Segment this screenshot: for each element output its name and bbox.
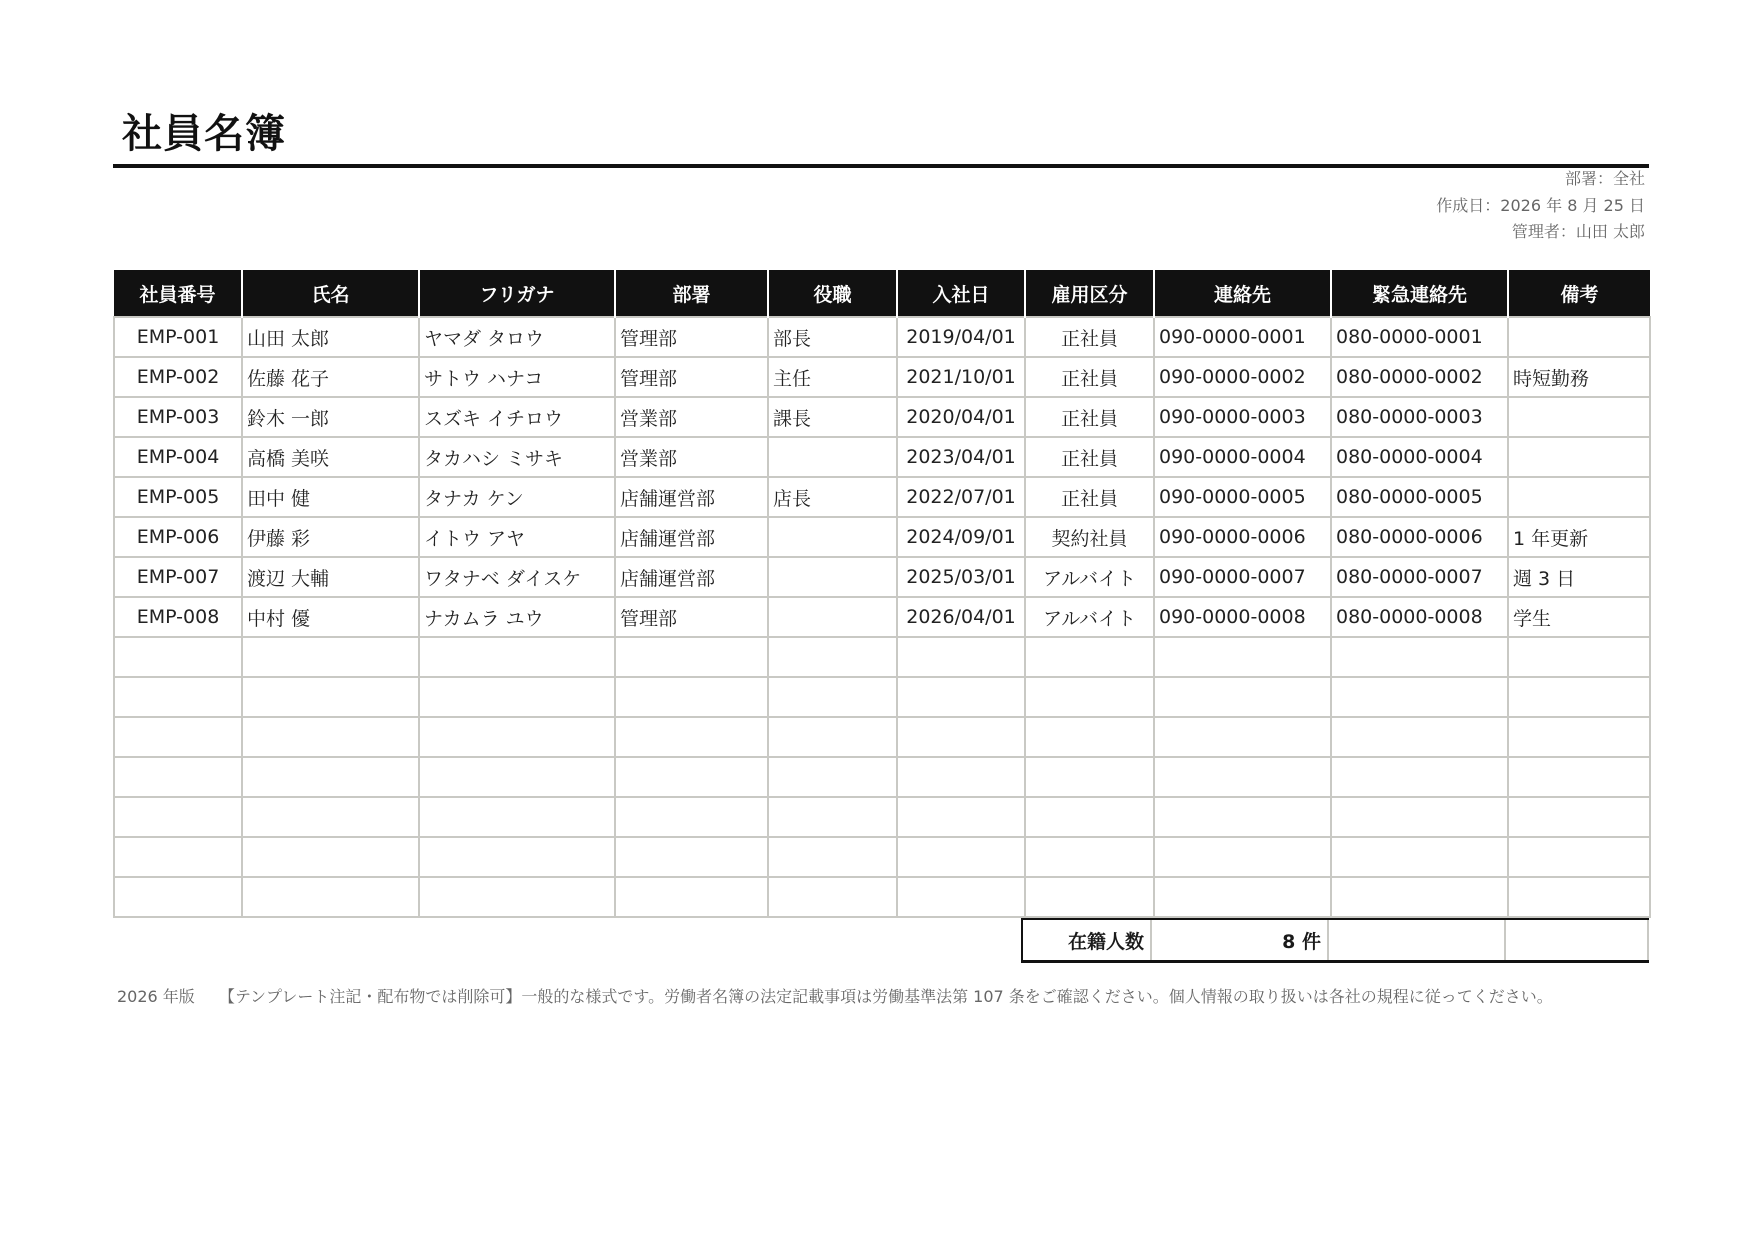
cell-employment-type: 正社員	[1025, 477, 1154, 517]
cell-join-date: 2026/04/01	[897, 597, 1025, 637]
cell-furigana: スズキ イチロウ	[419, 397, 615, 437]
cell-notes	[1508, 397, 1650, 437]
cell-employment-type	[1025, 757, 1154, 797]
cell-join-date	[897, 717, 1025, 757]
cell-department	[615, 757, 768, 797]
table-row	[114, 837, 1650, 877]
cell-furigana: ヤマダ タロウ	[419, 317, 615, 357]
cell-notes	[1508, 717, 1650, 757]
cell-contact: 090-0000-0001	[1154, 317, 1331, 357]
cell-employee-id: EMP-005	[114, 477, 242, 517]
cell-join-date: 2022/07/01	[897, 477, 1025, 517]
cell-notes	[1508, 797, 1650, 837]
cell-emergency-contact: 080-0000-0002	[1331, 357, 1508, 397]
cell-name	[242, 717, 419, 757]
cell-employment-type	[1025, 717, 1154, 757]
cell-position: 部長	[768, 317, 897, 357]
cell-position	[768, 717, 897, 757]
cell-emergency-contact	[1331, 757, 1508, 797]
summary-blank-cell	[1504, 920, 1649, 960]
cell-employee-id: EMP-002	[114, 357, 242, 397]
cell-name: 田中 健	[242, 477, 419, 517]
table-row	[114, 437, 1650, 477]
cell-position	[768, 837, 897, 877]
cell-furigana: サトウ ハナコ	[419, 357, 615, 397]
cell-employment-type	[1025, 637, 1154, 677]
cell-position	[768, 797, 897, 837]
cell-name: 高橋 美咲	[242, 437, 419, 477]
cell-name	[242, 757, 419, 797]
table-row	[114, 637, 1650, 677]
cell-employee-id: EMP-001	[114, 317, 242, 357]
header-position: 役職	[768, 270, 897, 317]
employee-table	[113, 270, 1651, 918]
cell-emergency-contact: 080-0000-0001	[1331, 317, 1508, 357]
table-row	[114, 317, 1650, 357]
table-row	[114, 877, 1650, 917]
cell-furigana	[419, 797, 615, 837]
cell-contact	[1154, 837, 1331, 877]
headcount-summary	[1021, 918, 1649, 963]
cell-contact	[1154, 877, 1331, 917]
cell-emergency-contact: 080-0000-0008	[1331, 597, 1508, 637]
table-row	[114, 477, 1650, 517]
headcount-value: 8 件	[1150, 920, 1327, 960]
cell-department: 営業部	[615, 437, 768, 477]
table-row	[114, 757, 1650, 797]
cell-employment-type: 正社員	[1025, 397, 1154, 437]
cell-position	[768, 677, 897, 717]
cell-contact: 090-0000-0004	[1154, 437, 1331, 477]
cell-employment-type: アルバイト	[1025, 597, 1154, 637]
cell-employment-type: 正社員	[1025, 357, 1154, 397]
cell-emergency-contact: 080-0000-0003	[1331, 397, 1508, 437]
cell-employee-id: EMP-007	[114, 557, 242, 597]
cell-position: 課長	[768, 397, 897, 437]
table-row	[114, 677, 1650, 717]
cell-furigana	[419, 757, 615, 797]
cell-name	[242, 877, 419, 917]
cell-emergency-contact: 080-0000-0007	[1331, 557, 1508, 597]
cell-emergency-contact: 080-0000-0005	[1331, 477, 1508, 517]
cell-position	[768, 637, 897, 677]
cell-notes	[1508, 317, 1650, 357]
headcount-label: 在籍人数	[1021, 920, 1150, 960]
cell-department	[615, 837, 768, 877]
footnote-edition: 2026 年版	[117, 987, 195, 1006]
cell-furigana	[419, 717, 615, 757]
cell-contact	[1154, 757, 1331, 797]
cell-position	[768, 757, 897, 797]
cell-employee-id: EMP-004	[114, 437, 242, 477]
cell-notes	[1508, 437, 1650, 477]
cell-furigana: イトウ アヤ	[419, 517, 615, 557]
cell-notes	[1508, 877, 1650, 917]
table-row	[114, 797, 1650, 837]
cell-department	[615, 797, 768, 837]
cell-department	[615, 677, 768, 717]
cell-name: 鈴木 一郎	[242, 397, 419, 437]
cell-contact	[1154, 797, 1331, 837]
cell-emergency-contact	[1331, 717, 1508, 757]
cell-employee-id	[114, 717, 242, 757]
title-underline	[113, 164, 1649, 168]
header-employment-type: 雇用区分	[1025, 270, 1154, 317]
cell-employment-type: 正社員	[1025, 437, 1154, 477]
cell-position: 店長	[768, 477, 897, 517]
cell-department: 店舗運営部	[615, 517, 768, 557]
cell-employment-type: アルバイト	[1025, 557, 1154, 597]
cell-name: 伊藤 彩	[242, 517, 419, 557]
table-row	[114, 517, 1650, 557]
cell-furigana: タカハシ ミサキ	[419, 437, 615, 477]
cell-furigana	[419, 877, 615, 917]
cell-join-date	[897, 757, 1025, 797]
header-notes: 備考	[1508, 270, 1650, 317]
cell-join-date: 2023/04/01	[897, 437, 1025, 477]
cell-join-date: 2020/04/01	[897, 397, 1025, 437]
table-row	[114, 597, 1650, 637]
meta-created-date: 作成日：2026 年 8 月 25 日	[1436, 195, 1645, 215]
cell-notes	[1508, 477, 1650, 517]
meta-department: 部署：全社	[1564, 169, 1645, 188]
cell-join-date	[897, 877, 1025, 917]
cell-employee-id	[114, 877, 242, 917]
cell-notes	[1508, 757, 1650, 797]
cell-emergency-contact: 080-0000-0006	[1331, 517, 1508, 557]
cell-emergency-contact	[1331, 637, 1508, 677]
cell-furigana	[419, 837, 615, 877]
cell-contact	[1154, 717, 1331, 757]
cell-employee-id: EMP-006	[114, 517, 242, 557]
document-meta	[1436, 166, 1645, 246]
cell-employee-id: EMP-003	[114, 397, 242, 437]
cell-join-date	[897, 677, 1025, 717]
table-header-row	[114, 270, 1650, 317]
header-join-date: 入社日	[897, 270, 1025, 317]
cell-contact: 090-0000-0008	[1154, 597, 1331, 637]
table-row	[114, 357, 1650, 397]
cell-employment-type: 正社員	[1025, 317, 1154, 357]
cell-position	[768, 437, 897, 477]
cell-furigana: タナカ ケン	[419, 477, 615, 517]
cell-notes: 1 年更新	[1508, 517, 1650, 557]
cell-notes	[1508, 637, 1650, 677]
cell-join-date	[897, 637, 1025, 677]
footnote-text: 【テンプレート注記・配布物では削除可】一般的な様式です。労働者名簿の法定記載事項は労働基準法第 107 条をご確認ください。個人情報の取り扱いは各社の規程に従ってください。	[218, 987, 1553, 1006]
cell-furigana	[419, 677, 615, 717]
cell-name: 渡辺 大輔	[242, 557, 419, 597]
cell-name	[242, 837, 419, 877]
cell-join-date: 2024/09/01	[897, 517, 1025, 557]
cell-employment-type	[1025, 797, 1154, 837]
cell-department: 店舗運営部	[615, 557, 768, 597]
cell-department: 管理部	[615, 597, 768, 637]
cell-name	[242, 797, 419, 837]
cell-emergency-contact	[1331, 677, 1508, 717]
cell-department: 管理部	[615, 357, 768, 397]
header-name: 氏名	[242, 270, 419, 317]
cell-join-date: 2021/10/01	[897, 357, 1025, 397]
header-contact: 連絡先	[1154, 270, 1331, 317]
template-footnote	[117, 984, 1553, 1007]
cell-position	[768, 597, 897, 637]
cell-join-date: 2025/03/01	[897, 557, 1025, 597]
header-furigana: フリガナ	[419, 270, 615, 317]
cell-employee-id: EMP-008	[114, 597, 242, 637]
table-body	[114, 317, 1650, 917]
cell-notes	[1508, 837, 1650, 877]
header-department: 部署	[615, 270, 768, 317]
cell-emergency-contact	[1331, 837, 1508, 877]
cell-furigana	[419, 637, 615, 677]
cell-join-date	[897, 837, 1025, 877]
cell-contact: 090-0000-0003	[1154, 397, 1331, 437]
cell-employment-type	[1025, 877, 1154, 917]
table-row	[114, 717, 1650, 757]
cell-department	[615, 637, 768, 677]
cell-department	[615, 717, 768, 757]
cell-contact: 090-0000-0002	[1154, 357, 1331, 397]
cell-furigana: ナカムラ ユウ	[419, 597, 615, 637]
cell-department: 営業部	[615, 397, 768, 437]
cell-name: 中村 優	[242, 597, 419, 637]
cell-position	[768, 557, 897, 597]
cell-employee-id	[114, 677, 242, 717]
cell-contact	[1154, 637, 1331, 677]
cell-contact	[1154, 677, 1331, 717]
cell-name: 佐藤 花子	[242, 357, 419, 397]
cell-name	[242, 637, 419, 677]
cell-position	[768, 877, 897, 917]
cell-notes	[1508, 677, 1650, 717]
cell-department: 店舗運営部	[615, 477, 768, 517]
table-row	[114, 397, 1650, 437]
cell-employment-type	[1025, 837, 1154, 877]
cell-department	[615, 877, 768, 917]
summary-blank-cell	[1327, 920, 1504, 960]
cell-position: 主任	[768, 357, 897, 397]
meta-manager: 管理者：山田 太郎	[1511, 222, 1645, 241]
cell-furigana: ワタナベ ダイスケ	[419, 557, 615, 597]
cell-notes: 学生	[1508, 597, 1650, 637]
cell-emergency-contact	[1331, 877, 1508, 917]
cell-contact: 090-0000-0007	[1154, 557, 1331, 597]
cell-emergency-contact	[1331, 797, 1508, 837]
cell-emergency-contact: 080-0000-0004	[1331, 437, 1508, 477]
cell-contact: 090-0000-0006	[1154, 517, 1331, 557]
cell-notes: 時短勤務	[1508, 357, 1650, 397]
cell-employee-id	[114, 837, 242, 877]
page-title: 社員名簿	[122, 111, 286, 157]
cell-position	[768, 517, 897, 557]
cell-join-date: 2019/04/01	[897, 317, 1025, 357]
cell-employee-id	[114, 797, 242, 837]
cell-employment-type	[1025, 677, 1154, 717]
cell-employee-id	[114, 757, 242, 797]
header-emergency-contact: 緊急連絡先	[1331, 270, 1508, 317]
cell-name	[242, 677, 419, 717]
table-row	[114, 557, 1650, 597]
header-employee-id: 社員番号	[114, 270, 242, 317]
cell-department: 管理部	[615, 317, 768, 357]
cell-name: 山田 太郎	[242, 317, 419, 357]
cell-employment-type: 契約社員	[1025, 517, 1154, 557]
cell-join-date	[897, 797, 1025, 837]
cell-contact: 090-0000-0005	[1154, 477, 1331, 517]
cell-notes: 週 3 日	[1508, 557, 1650, 597]
cell-employee-id	[114, 637, 242, 677]
